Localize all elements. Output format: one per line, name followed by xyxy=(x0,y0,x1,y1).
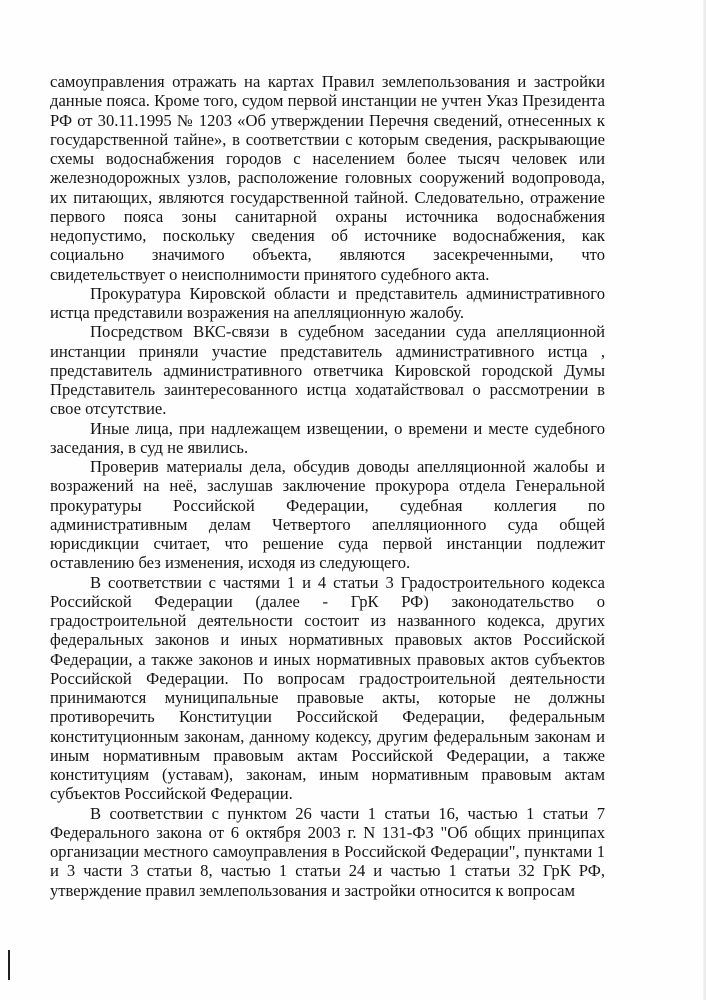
scan-margin-mark xyxy=(8,950,10,980)
paragraph-7: В соответствии с пунктом 26 части 1 статьи 16, частью 1 статьи 7 Федерального закона от 6 октября 2003 г. N 131-ФЗ "Об общих принципах организации местного самоуправления в Российской Федерации", пунктами 1 и 3 части 3 статьи 8, частью 1 статьи 24 и частью 1 статьи 32 ГрК РФ, утверждение правил землепользования и застройки относится к вопросам xyxy=(50,803,605,900)
paragraph-5: Проверив материалы дела, обсудив доводы апелляционной жалобы и возражений на неё, заслушав заключение прокурора отдела Генеральной прокуратуры Российской Федерации, судебная коллегия по административным делам Четвертого апелляционного суда общей юрисдикции считает, что решение суда первой инстанции подлежит оставлению без изменения, исходя из следующего. xyxy=(50,457,605,573)
paragraph-6: В соответствии с частями 1 и 4 статьи 3 Градостроительного кодекса Российской Федерации (далее - ГрК РФ) законодательство о градостроительной деятельности состоит из названного кодекса, других федеральных законов и иных нормативных правовых актов Российской Федерации, а также законов и иных нормативных правовых актов субъектов Российской Федерации. По вопросам градостроительной деятельности принимаются муниципальные правовые акты, которые не должны противоречить Конституции Российской Федерации, федеральным конституционным законам, данному кодексу, другим федеральным законам и иным нормативным правовым актам Российской Федерации, а также конституциям (уставам), законам, иным нормативным правовым актам субъектов Российской Федерации. xyxy=(50,572,605,804)
paragraph-3: Посредством ВКС-связи в судебном заседании суда апелляционной инстанции приняли участие представитель административного истца , представитель административного ответчика Кировской городской Думы Представитель заинтересованного истца ходатайствовал о рассмотрении в свое отсутствие. xyxy=(50,322,605,419)
document-body xyxy=(50,72,605,900)
paragraph-2: Прокуратура Кировской области и представитель административного истца представили возражения на апелляционную жалобу. xyxy=(50,283,605,322)
paragraph-4: Иные лица, при надлежащем извещении, о времени и месте судебного заседания, в суд не явились. xyxy=(50,418,605,457)
paragraph-1: самоуправления отражать на картах Правил землепользования и застройки данные пояса. Кроме того, судом первой инстанции не учтен Указ Президента РФ от 30.11.1995 № 1203 «Об утверждении Перечня сведений, отнесенных к государственной тайне», в соответствии с которым сведения, раскрывающие схемы водоснабжения городов с населением более тысяч человек или железнодорожных узлов, расположение головных сооружений водопровода, их питающих, являются государственной тайной. Следовательно, отражение первого пояса зоны санитарной охраны источника водоснабжения недопустимо, поскольку сведения об источнике водоснабжения, как социально значимого объекта, являются засекреченными, что свидетельствует о неисполнимости принятого судебного акта. xyxy=(50,72,605,284)
